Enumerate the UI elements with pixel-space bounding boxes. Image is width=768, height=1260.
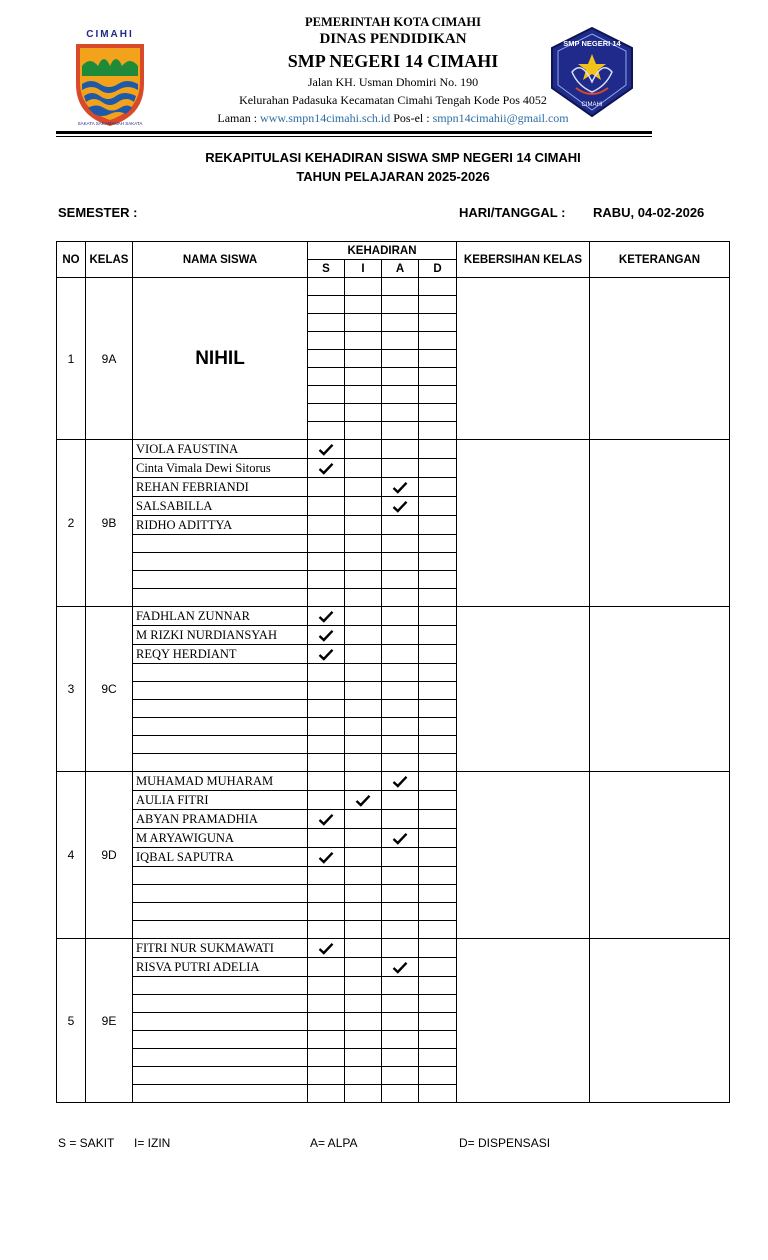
attendance-cell-s <box>308 885 345 903</box>
attendance-cell-d <box>419 386 457 404</box>
attendance-cell-a <box>382 867 419 885</box>
header-sakit: S <box>308 260 345 278</box>
legend-sakit: S = SAKIT <box>58 1136 115 1150</box>
checkmark-icon <box>318 610 334 623</box>
attendance-cell-d <box>419 700 457 718</box>
date-label: HARI/TANGGAL : <box>459 205 566 220</box>
attendance-cell-d <box>419 645 457 664</box>
student-name-empty <box>133 736 308 754</box>
attendance-cell-i <box>345 440 382 459</box>
school-logo-icon <box>546 26 638 118</box>
attendance-cell-d <box>419 903 457 921</box>
table-row <box>57 939 730 958</box>
attendance-cell-s <box>308 296 345 314</box>
row-number: 1 <box>57 278 86 440</box>
class-name: 9E <box>86 939 133 1103</box>
student-name-empty <box>133 682 308 700</box>
row-number: 3 <box>57 607 86 772</box>
attendance-cell-i <box>345 754 382 772</box>
attendance-cell-a <box>382 718 419 736</box>
attendance-cell-d <box>419 553 457 571</box>
header-no: NO <box>57 242 86 278</box>
attendance-cell-s <box>308 939 345 958</box>
attendance-cell-a <box>382 829 419 848</box>
attendance-cell-a <box>382 1049 419 1067</box>
checkmark-icon <box>318 462 334 475</box>
checkmark-icon <box>392 481 408 494</box>
government-name: PEMERINTAH KOTA CIMAHI <box>305 15 481 29</box>
attendance-cell-i <box>345 1031 382 1049</box>
attendance-cell-d <box>419 626 457 645</box>
attendance-cell-i <box>345 700 382 718</box>
attendance-cell-s <box>308 829 345 848</box>
checkmark-icon <box>355 794 371 807</box>
attendance-cell-i <box>345 589 382 607</box>
attendance-cell-i <box>345 459 382 478</box>
attendance-cell-d <box>419 772 457 791</box>
student-name-empty <box>133 754 308 772</box>
student-name: RISVA PUTRI ADELIA <box>133 958 308 977</box>
student-name: VIOLA FAUSTINA <box>133 440 308 459</box>
attendance-cell-s <box>308 682 345 700</box>
attendance-cell-s <box>308 386 345 404</box>
student-name: Cinta Vimala Dewi Sitorus <box>133 459 308 478</box>
attendance-cell-a <box>382 1031 419 1049</box>
cleanliness-cell <box>457 939 590 1103</box>
row-number: 2 <box>57 440 86 607</box>
student-name-empty <box>133 921 308 939</box>
student-name: MUHAMAD MUHARAM <box>133 772 308 791</box>
attendance-cell-a <box>382 497 419 516</box>
attendance-cell-d <box>419 350 457 368</box>
attendance-cell-d <box>419 867 457 885</box>
attendance-cell-i <box>345 314 382 332</box>
attendance-cell-a <box>382 278 419 296</box>
attendance-cell-s <box>308 810 345 829</box>
attendance-cell-i <box>345 848 382 867</box>
student-name: IQBAL SAPUTRA <box>133 848 308 867</box>
checkmark-icon <box>318 813 334 826</box>
checkmark-icon <box>318 443 334 456</box>
student-name-empty <box>133 571 308 589</box>
attendance-cell-d <box>419 810 457 829</box>
attendance-cell-s <box>308 1049 345 1067</box>
attendance-cell-a <box>382 589 419 607</box>
attendance-cell-d <box>419 332 457 350</box>
attendance-cell-i <box>345 1013 382 1031</box>
table-row <box>57 607 730 626</box>
notes-cell <box>590 939 730 1103</box>
attendance-cell-d <box>419 1085 457 1103</box>
attendance-cell-i <box>345 645 382 664</box>
attendance-cell-d <box>419 977 457 995</box>
checkmark-icon <box>392 961 408 974</box>
attendance-cell-d <box>419 497 457 516</box>
attendance-cell-d <box>419 885 457 903</box>
email-label: Pos-el : <box>390 111 433 125</box>
attendance-cell-a <box>382 422 419 440</box>
attendance-cell-i <box>345 939 382 958</box>
attendance-cell-d <box>419 278 457 296</box>
attendance-cell-a <box>382 645 419 664</box>
attendance-cell-d <box>419 754 457 772</box>
attendance-cell-s <box>308 553 345 571</box>
attendance-cell-s <box>308 664 345 682</box>
student-name: M RIZKI NURDIANSYAH <box>133 626 308 645</box>
cleanliness-cell <box>457 772 590 939</box>
student-name-empty <box>133 903 308 921</box>
attendance-cell-d <box>419 571 457 589</box>
attendance-cell-a <box>382 459 419 478</box>
attendance-cell-d <box>419 296 457 314</box>
attendance-cell-s <box>308 921 345 939</box>
attendance-cell-a <box>382 754 419 772</box>
attendance-cell-i <box>345 368 382 386</box>
email-link[interactable]: smpn14cimahii@gmail.com <box>432 111 569 125</box>
attendance-cell-i <box>345 921 382 939</box>
notes-cell <box>590 278 730 440</box>
student-name-empty <box>133 1049 308 1067</box>
attendance-cell-i <box>345 903 382 921</box>
attendance-cell-d <box>419 829 457 848</box>
table-row <box>57 278 730 296</box>
attendance-cell-i <box>345 829 382 848</box>
attendance-cell-a <box>382 296 419 314</box>
attendance-cell-d <box>419 791 457 810</box>
attendance-cell-i <box>345 995 382 1013</box>
checkmark-icon <box>318 851 334 864</box>
attendance-cell-s <box>308 535 345 553</box>
attendance-cell-i <box>345 350 382 368</box>
attendance-cell-d <box>419 422 457 440</box>
attendance-cell-a <box>382 977 419 995</box>
attendance-cell-i <box>345 664 382 682</box>
header-izin: I <box>345 260 382 278</box>
letterhead <box>0 0 768 140</box>
school-name: SMP NEGERI 14 CIMAHI <box>287 51 499 71</box>
attendance-cell-a <box>382 1085 419 1103</box>
attendance-cell-i <box>345 958 382 977</box>
attendance-cell-i <box>345 497 382 516</box>
attendance-cell-i <box>345 1085 382 1103</box>
attendance-cell-d <box>419 440 457 459</box>
student-name: REHAN FEBRIANDI <box>133 478 308 497</box>
attendance-cell-d <box>419 664 457 682</box>
attendance-cell-a <box>382 314 419 332</box>
student-name-empty <box>133 885 308 903</box>
title-line-2: TAHUN PELAJARAN 2025-2026 <box>296 169 490 184</box>
attendance-cell-s <box>308 718 345 736</box>
row-number: 5 <box>57 939 86 1103</box>
attendance-cell-s <box>308 278 345 296</box>
attendance-cell-i <box>345 535 382 553</box>
attendance-cell-a <box>382 607 419 626</box>
attendance-cell-i <box>345 736 382 754</box>
attendance-cell-i <box>345 296 382 314</box>
student-name: FITRI NUR SUKMAWATI <box>133 939 308 958</box>
logo-city-name: CIMAHI <box>86 29 134 40</box>
attendance-cell-s <box>308 497 345 516</box>
attendance-cell-a <box>382 903 419 921</box>
attendance-cell-i <box>345 626 382 645</box>
attendance-cell-i <box>345 1067 382 1085</box>
attendance-cell-a <box>382 516 419 535</box>
attendance-cell-i <box>345 571 382 589</box>
attendance-cell-s <box>308 958 345 977</box>
class-name: 9A <box>86 278 133 440</box>
attendance-cell-i <box>345 278 382 296</box>
attendance-cell-a <box>382 995 419 1013</box>
table-body <box>57 278 730 1103</box>
attendance-cell-a <box>382 332 419 350</box>
attendance-cell-d <box>419 939 457 958</box>
website-link[interactable]: www.smpn14cimahi.sch.id <box>260 111 391 125</box>
attendance-cell-a <box>382 535 419 553</box>
attendance-cell-a <box>382 478 419 497</box>
attendance-cell-a <box>382 791 419 810</box>
letterhead-rule-thick <box>56 131 652 134</box>
school-address: Jalan KH. Usman Dhomiri No. 190 <box>307 75 479 89</box>
attendance-cell-a <box>382 386 419 404</box>
attendance-cell-s <box>308 1013 345 1031</box>
attendance-cell-d <box>419 1013 457 1031</box>
student-name-empty <box>133 1013 308 1031</box>
attendance-cell-a <box>382 571 419 589</box>
student-name-empty <box>133 718 308 736</box>
student-name: SALSABILLA <box>133 497 308 516</box>
attendance-cell-i <box>345 772 382 791</box>
attendance-cell-a <box>382 921 419 939</box>
attendance-cell-d <box>419 516 457 535</box>
attendance-cell-s <box>308 350 345 368</box>
checkmark-icon <box>318 648 334 661</box>
attendance-cell-d <box>419 995 457 1013</box>
student-name-empty <box>133 1067 308 1085</box>
attendance-cell-a <box>382 404 419 422</box>
checkmark-icon <box>392 832 408 845</box>
attendance-cell-s <box>308 607 345 626</box>
school-logo-title: SMP NEGERI 14 <box>563 39 621 48</box>
class-name: 9B <box>86 440 133 607</box>
attendance-table <box>56 241 730 1103</box>
attendance-cell-i <box>345 977 382 995</box>
attendance-cell-i <box>345 718 382 736</box>
school-logo-city: CIMAHI <box>581 102 603 108</box>
legend-izin: I= IZIN <box>134 1136 171 1150</box>
student-name-empty <box>133 1031 308 1049</box>
attendance-cell-i <box>345 682 382 700</box>
student-name-empty <box>133 664 308 682</box>
attendance-cell-s <box>308 700 345 718</box>
attendance-cell-a <box>382 553 419 571</box>
legend-dispensasi: D= DISPENSASI <box>459 1136 551 1150</box>
attendance-cell-a <box>382 810 419 829</box>
attendance-cell-s <box>308 440 345 459</box>
attendance-cell-s <box>308 995 345 1013</box>
table-row <box>57 772 730 791</box>
attendance-cell-i <box>345 404 382 422</box>
attendance-cell-d <box>419 848 457 867</box>
attendance-cell-s <box>308 516 345 535</box>
checkmark-icon <box>318 629 334 642</box>
attendance-cell-i <box>345 516 382 535</box>
attendance-cell-i <box>345 422 382 440</box>
checkmark-icon <box>392 775 408 788</box>
attendance-cell-d <box>419 589 457 607</box>
table-row <box>57 440 730 459</box>
notes-cell <box>590 607 730 772</box>
nihil-label: NIHIL <box>133 278 308 440</box>
attendance-cell-d <box>419 314 457 332</box>
attendance-cell-i <box>345 332 382 350</box>
header-dispensasi: D <box>419 260 457 278</box>
attendance-cell-i <box>345 1049 382 1067</box>
attendance-cell-a <box>382 368 419 386</box>
student-name: AULIA FITRI <box>133 791 308 810</box>
attendance-cell-a <box>382 939 419 958</box>
notes-cell <box>590 772 730 939</box>
attendance-cell-s <box>308 736 345 754</box>
attendance-cell-d <box>419 607 457 626</box>
header-alpa: A <box>382 260 419 278</box>
attendance-cell-d <box>419 535 457 553</box>
cleanliness-cell <box>457 278 590 440</box>
attendance-cell-d <box>419 921 457 939</box>
attendance-cell-s <box>308 589 345 607</box>
attendance-cell-s <box>308 977 345 995</box>
attendance-cell-d <box>419 682 457 700</box>
header-kelas: KELAS <box>86 242 133 278</box>
attendance-cell-s <box>308 404 345 422</box>
attendance-cell-i <box>345 885 382 903</box>
attendance-cell-a <box>382 1013 419 1031</box>
attendance-cell-s <box>308 478 345 497</box>
attendance-cell-i <box>345 867 382 885</box>
class-name: 9D <box>86 772 133 939</box>
attendance-cell-s <box>308 314 345 332</box>
date-value: RABU, 04-02-2026 <box>593 205 705 220</box>
attendance-cell-s <box>308 422 345 440</box>
semester-label: SEMESTER : <box>58 205 138 220</box>
attendance-cell-s <box>308 368 345 386</box>
attendance-cell-s <box>308 1085 345 1103</box>
class-name: 9C <box>86 607 133 772</box>
row-number: 4 <box>57 772 86 939</box>
attendance-cell-s <box>308 626 345 645</box>
attendance-cell-s <box>308 754 345 772</box>
title-line-1: REKAPITULASI KEHADIRAN SISWA SMP NEGERI 14 CIMAHI <box>205 150 581 165</box>
attendance-cell-d <box>419 736 457 754</box>
student-name-empty <box>133 589 308 607</box>
attendance-cell-i <box>345 386 382 404</box>
attendance-cell-s <box>308 867 345 885</box>
attendance-cell-d <box>419 368 457 386</box>
student-name: ABYAN PRAMADHIA <box>133 810 308 829</box>
attendance-cell-a <box>382 1067 419 1085</box>
attendance-cell-d <box>419 404 457 422</box>
attendance-cell-s <box>308 459 345 478</box>
attendance-cell-d <box>419 1067 457 1085</box>
student-name: M ARYAWIGUNA <box>133 829 308 848</box>
header-nama: NAMA SISWA <box>133 242 308 278</box>
legend-alpa: A= ALPA <box>310 1136 358 1150</box>
attendance-cell-d <box>419 958 457 977</box>
student-name-empty <box>133 977 308 995</box>
attendance-cell-s <box>308 1067 345 1085</box>
document-title <box>0 148 768 186</box>
attendance-cell-a <box>382 848 419 867</box>
attendance-cell-d <box>419 478 457 497</box>
cimahi-city-logo-icon <box>68 26 152 130</box>
attendance-cell-s <box>308 645 345 664</box>
table-header <box>57 242 730 278</box>
attendance-cell-s <box>308 1031 345 1049</box>
attendance-cell-a <box>382 626 419 645</box>
student-name: REQY HERDIANT <box>133 645 308 664</box>
attendance-cell-s <box>308 903 345 921</box>
attendance-cell-a <box>382 700 419 718</box>
attendance-cell-a <box>382 736 419 754</box>
attendance-cell-a <box>382 682 419 700</box>
attendance-cell-s <box>308 772 345 791</box>
attendance-cell-a <box>382 664 419 682</box>
attendance-cell-i <box>345 553 382 571</box>
attendance-cell-i <box>345 607 382 626</box>
checkmark-icon <box>318 942 334 955</box>
checkmark-icon <box>392 500 408 513</box>
attendance-cell-a <box>382 958 419 977</box>
logo-motto: SAKATA SAKAMANAH SAKATA <box>77 121 143 126</box>
student-name: RIDHO ADITTYA <box>133 516 308 535</box>
student-name-empty <box>133 867 308 885</box>
department-name: DINAS PENDIDIKAN <box>319 31 467 47</box>
cleanliness-cell <box>457 607 590 772</box>
letterhead-rule-thin <box>56 136 652 137</box>
attendance-cell-s <box>308 791 345 810</box>
attendance-cell-s <box>308 571 345 589</box>
header-kebersihan: KEBERSIHAN KELAS <box>457 242 590 278</box>
attendance-cell-d <box>419 1049 457 1067</box>
notes-cell <box>590 440 730 607</box>
attendance-cell-i <box>345 810 382 829</box>
school-district: Kelurahan Padasuka Kecamatan Cimahi Tengah Kode Pos 4052 <box>239 93 547 107</box>
attendance-cell-s <box>308 332 345 350</box>
attendance-cell-i <box>345 791 382 810</box>
student-name: FADHLAN ZUNNAR <box>133 607 308 626</box>
student-name-empty <box>133 1085 308 1103</box>
header-kehadiran: KEHADIRAN <box>308 242 457 260</box>
attendance-cell-a <box>382 350 419 368</box>
attendance-cell-a <box>382 772 419 791</box>
student-name-empty <box>133 553 308 571</box>
attendance-cell-d <box>419 718 457 736</box>
header-keterangan: KETERANGAN <box>590 242 730 278</box>
student-name-empty <box>133 535 308 553</box>
student-name-empty <box>133 995 308 1013</box>
attendance-cell-d <box>419 459 457 478</box>
student-name-empty <box>133 700 308 718</box>
cleanliness-cell <box>457 440 590 607</box>
attendance-cell-i <box>345 478 382 497</box>
website-label: Laman : <box>217 111 261 125</box>
attendance-cell-a <box>382 440 419 459</box>
attendance-cell-s <box>308 848 345 867</box>
attendance-cell-d <box>419 1031 457 1049</box>
attendance-cell-a <box>382 885 419 903</box>
